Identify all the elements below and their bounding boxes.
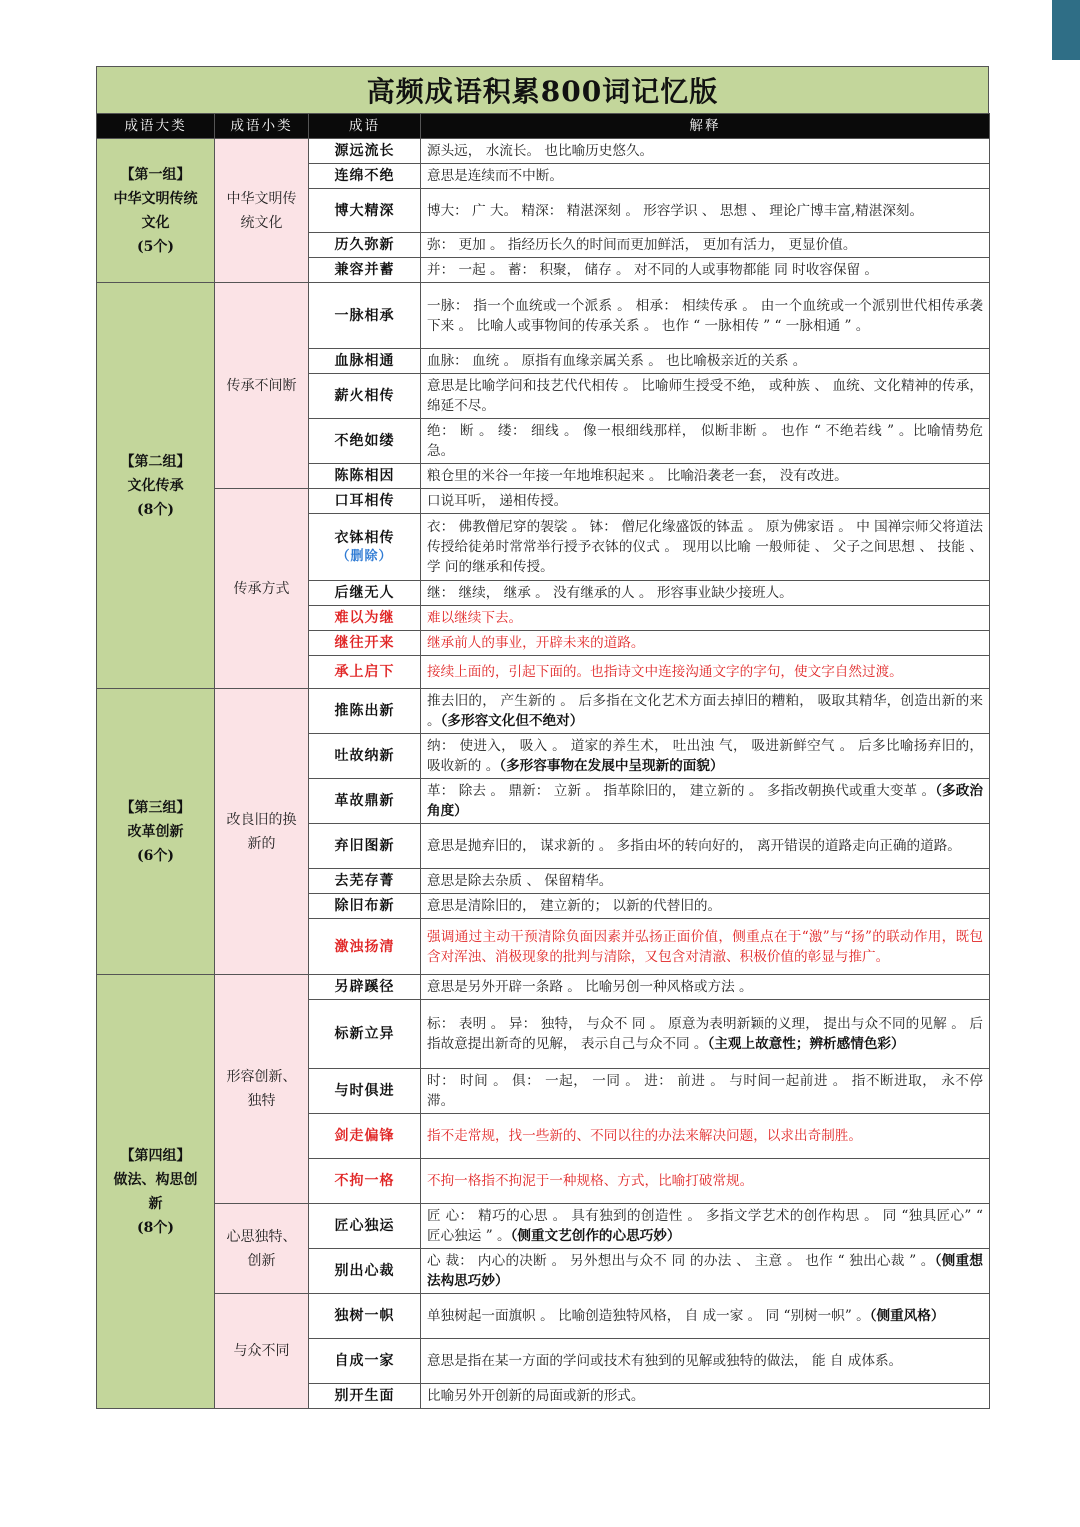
idiom-cell [309, 606, 421, 631]
idiom-text: 口耳相传 [334, 493, 395, 509]
idiom-cell [309, 919, 421, 975]
idiom-cell [309, 894, 421, 919]
idiom-text: 推陈出新 [334, 703, 395, 719]
explanation-cell [421, 1159, 990, 1204]
explanation-text: 并： 一起 。 蓄： 积聚， 储存 。 对不同的人或事物都能 同 时收容保留 。 [427, 262, 879, 278]
explanation-cell [421, 283, 990, 349]
idiom-cell [309, 283, 421, 349]
idiom-text: 承上启下 [334, 664, 395, 680]
category-line: (5个) [137, 238, 174, 255]
category-line: 【第二组】 [120, 453, 191, 470]
explanation-cell [421, 1069, 990, 1114]
idiom-cell [309, 514, 421, 581]
explanation-text: 心 裁： 内心的决断 。 另外想出与众不 同 的办法 、 主意 。 也作 “ 独出心裁 ” 。 [427, 1253, 935, 1269]
idiom-text: 激浊扬清 [334, 938, 395, 955]
idiom-text: 一脉相承 [334, 307, 395, 324]
idiom-cell [309, 1249, 421, 1294]
explanation-text: 博大： 广 大。 精深： 精湛深刻 。 形容学识 、 思想 、 理论广博丰富,精湛深刻。 [427, 202, 924, 219]
table-row [97, 975, 990, 1000]
idiom-text: 剑走偏锋 [334, 1128, 395, 1144]
explanation-text: 意思是连续而不中断。 [427, 168, 563, 184]
idiom-cell [309, 581, 421, 606]
explanation-cell [421, 1294, 990, 1339]
explanation-text: 强调通过主动干预清除负面因素并弘扬正面价值，侧重点在于“激”与“扬”的联动作用，既包含对浑浊、消极现象的批判与清除，又包含对清澈、积极价值的彰显与推广。 [427, 928, 983, 965]
explanation-text: 绝： 断 。 缕： 细线 。 像一根细线那样， 似断非断 。 也作 “ 不绝若线 ” 。比喻情势危急。 [427, 423, 983, 459]
idiom-cell [309, 489, 421, 514]
explanation-text: 继承前人的事业，开辟未来的道路。 [427, 635, 645, 651]
explanation-emphasis: （多形容事物在发展中呈现新的面貌） [499, 758, 724, 774]
explanation-cell [421, 975, 990, 1000]
category-cell [97, 139, 215, 283]
explanation-text: 比喻另外开创新的局面或新的形式。 [427, 1388, 645, 1404]
explanation-cell [421, 631, 990, 656]
category-line: 文化 [141, 214, 170, 231]
category-line: (6个) [137, 847, 174, 864]
category-line: 【第四组】 [120, 1147, 191, 1164]
idiom-cell [309, 689, 421, 734]
idiom-cell [309, 869, 421, 894]
explanation-cell [421, 734, 990, 779]
explanation-cell [421, 824, 990, 869]
explanation-emphasis: （主观上故意性；辨析感情色彩） [707, 1036, 905, 1052]
explanation-text: 标： 表明 。 异： 独特， 与众不 同 。 原意为表明新颖的义理， 提出与众不同的见解 。 后指故意提出新奇的见解， 表示自己与众不同 。 [427, 1016, 983, 1052]
idiom-cell [309, 656, 421, 689]
explanation-text: 推去旧的， 产生新的 。 后多指在文化艺术方面去掉旧的糟粕， 吸取其精华，创造出新的来 。 [427, 693, 983, 729]
explanation-cell [421, 139, 990, 164]
explanation-text: 接续上面的，引起下面的。也指诗文中连接沟通文字的字句，使文字自然过渡。 [427, 664, 903, 680]
category-line: (8个) [137, 1219, 174, 1236]
explanation-emphasis: （侧重文艺创作的心思巧妙） [510, 1228, 681, 1244]
idiom-cell [309, 419, 421, 464]
idiom-cell [309, 1204, 421, 1249]
idiom-text: 兼容并蓄 [334, 262, 395, 278]
idiom-text: 革故鼎新 [334, 793, 395, 809]
explanation-cell [421, 1249, 990, 1294]
explanation-cell [421, 869, 990, 894]
subcategory-cell: 中华文明传统文化 [215, 139, 309, 283]
subcategory-cell: 心思独特、创新 [215, 1204, 309, 1294]
explanation-cell [421, 919, 990, 975]
idiom-cell [309, 1294, 421, 1339]
category-line: (8个) [137, 501, 174, 518]
category-line: 文化传承 [127, 477, 184, 494]
explanation-cell [421, 1384, 990, 1409]
explanation-cell [421, 164, 990, 189]
page-title: 高频成语积累800词记忆版 [96, 66, 989, 113]
idiom-sheet [96, 66, 989, 1409]
explanation-text: 意思是比喻学问和技艺代代相传 。 比喻师生授受不绝， 或种族 、 血统、文化精神的传承， 绵延不尽。 [427, 378, 983, 414]
category-line: 中华文明传统 [113, 190, 198, 207]
explanation-text: 继： 继续， 继承 。 没有继承的人 。 形容事业缺少接班人。 [427, 585, 793, 601]
explanation-text: 不拘一格指不拘泥于一种规格、方式，比喻打破常规。 [427, 1173, 754, 1189]
explanation-text: 衣： 佛教僧尼穿的袈裟 。 钵： 僧尼化缘盛饭的钵盂 。 原为佛家语 。 中 国禅宗师父将道法传授给徒弟时常常举行授予衣钵的仪式 。 现用以比喻 一般师徒 、 父子之间思想 、 技能 、 学 问的继承和传授。 [427, 519, 983, 575]
explanation-text: 意思是清除旧的， 建立新的； 以新的代替旧的。 [427, 898, 722, 914]
explanation-cell [421, 233, 990, 258]
idiom-cell [309, 189, 421, 233]
idiom-cell [309, 824, 421, 869]
category-cell [97, 689, 215, 975]
table-body [97, 139, 990, 1409]
explanation-text: 单独树起一面旗帜 。 比喻创造独特风格， 自 成一家 。 同 “别树一帜” 。 [427, 1308, 870, 1324]
explanation-text: 革： 除去 。 鼎新： 立新 。 指革除旧的， 建立新的 。 多指改朝换代或重大变革 。 [427, 783, 936, 799]
idiom-text: 吐故纳新 [334, 748, 395, 764]
idiom-cell [309, 1114, 421, 1159]
idiom-cell [309, 1339, 421, 1384]
explanation-cell [421, 689, 990, 734]
explanation-text: 时： 时间 。 俱： 一起， 一同 。 进： 前进 。 与时间一起前进 。 指不断进取， 永不停滞。 [427, 1073, 983, 1109]
idiom-cell [309, 1159, 421, 1204]
explanation-cell [421, 464, 990, 489]
explanation-text: 匠 心： 精巧的心思 。 具有独到的创造性 。 多指文学艺术的创作构思 。 同 “独具匠心” “ 匠心独运 ” 。 [427, 1208, 983, 1244]
idiom-text: 独树一帜 [334, 1308, 395, 1324]
idiom-text: 匠心独运 [334, 1218, 395, 1234]
explanation-text: 意思是除去杂质 、 保留精华。 [427, 873, 613, 889]
explanation-text: 弥： 更加 。 指经历长久的时间而更加鲜活， 更加有活力， 更显价值。 [427, 237, 857, 253]
idiom-text: 博大精深 [334, 202, 395, 219]
idiom-text: 自成一家 [334, 1353, 395, 1369]
idiom-note: （删除） [336, 549, 393, 564]
explanation-text: 意思是抛弃旧的， 谋求新的 。 多指由坏的转向好的， 离开错误的道路走向正确的道路。 [427, 838, 961, 854]
table-row [97, 689, 990, 734]
category-cell [97, 975, 215, 1409]
idiom-text: 不绝如缕 [334, 433, 395, 449]
explanation-cell [421, 894, 990, 919]
idiom-text: 历久弥新 [334, 237, 395, 253]
idiom-cell [309, 349, 421, 374]
subcategory-cell: 传承不间断 [215, 283, 309, 489]
idiom-cell [309, 1384, 421, 1409]
table-row [97, 283, 990, 349]
idiom-text: 后继无人 [334, 585, 395, 601]
explanation-cell [421, 258, 990, 283]
idiom-text: 去芜存菁 [334, 873, 395, 889]
idiom-table [96, 113, 990, 1409]
idiom-cell [309, 139, 421, 164]
idiom-cell [309, 374, 421, 419]
idiom-cell [309, 258, 421, 283]
header-category: 成语大类 [97, 114, 215, 139]
category-line: 【第三组】 [120, 799, 191, 816]
idiom-cell [309, 1000, 421, 1069]
category-line: 做法、构思创 [113, 1171, 198, 1188]
idiom-cell [309, 631, 421, 656]
category-line: 新 [148, 1195, 163, 1212]
explanation-cell [421, 189, 990, 233]
header-subcategory: 成语小类 [215, 114, 309, 139]
subcategory-cell: 形容创新、独特 [215, 975, 309, 1204]
explanation-text: 指不走常规，找一些新的、不同以往的办法来解决问题，以求出奇制胜。 [427, 1128, 862, 1144]
explanation-cell [421, 419, 990, 464]
category-line: 【第一组】 [120, 166, 191, 183]
explanation-emphasis: （多形容文化但不绝对） [440, 713, 584, 729]
explanation-text: 意思是另外开辟一条路 。 比喻另创一种风格或方法 。 [427, 979, 753, 995]
idiom-cell [309, 975, 421, 1000]
explanation-cell [421, 656, 990, 689]
idiom-cell [309, 464, 421, 489]
subcategory-cell: 传承方式 [215, 489, 309, 689]
header-idiom: 成语 [309, 114, 421, 139]
idiom-text: 源远流长 [334, 143, 395, 159]
explanation-cell [421, 374, 990, 419]
explanation-cell [421, 779, 990, 824]
idiom-text: 血脉相通 [334, 353, 395, 369]
idiom-text: 不拘一格 [334, 1173, 395, 1189]
explanation-cell [421, 581, 990, 606]
idiom-text: 陈陈相因 [334, 468, 395, 484]
explanation-text: 一脉： 指一个血统或一个派系 。 相承： 相续传承 。 由一个血统或一个派别世代相传承袭下来 。 比喻人或事物间的传承关系 。 也作 “ 一脉相传 ” “ 一脉相通 ” 。 [427, 297, 983, 334]
idiom-cell [309, 734, 421, 779]
idiom-text: 标新立异 [334, 1026, 395, 1042]
idiom-text: 别开生面 [334, 1388, 395, 1404]
explanation-cell [421, 1000, 990, 1069]
explanation-cell [421, 1114, 990, 1159]
idiom-cell [309, 233, 421, 258]
idiom-text: 除旧布新 [334, 898, 395, 914]
explanation-cell [421, 1339, 990, 1384]
explanation-emphasis: （侧重想法构思巧妙） [427, 1253, 983, 1289]
explanation-text: 粮仓里的米谷一年接一年地堆积起来 。 比喻沿袭老一套， 没有改进。 [427, 468, 848, 484]
explanation-text: 纳： 使进入， 吸入 。 道家的养生术， 吐出浊 气， 吸进新鲜空气 。 后多比喻扬弃旧的， 吸收新的 。 [427, 738, 983, 774]
explanation-cell [421, 514, 990, 581]
idiom-cell [309, 779, 421, 824]
category-cell [97, 283, 215, 689]
explanation-emphasis: （侧重风格） [869, 1308, 945, 1324]
category-line: 改革创新 [127, 823, 184, 840]
corner-tab-decoration [1052, 0, 1080, 60]
table-row [97, 1294, 990, 1339]
idiom-text: 连绵不绝 [334, 168, 395, 184]
explanation-text: 口说耳听， 递相传授。 [427, 493, 568, 509]
idiom-cell [309, 164, 421, 189]
table-row [97, 489, 990, 514]
explanation-cell [421, 349, 990, 374]
subcategory-cell: 改良旧的换新的 [215, 689, 309, 975]
table-row [97, 139, 990, 164]
explanation-cell [421, 606, 990, 631]
idiom-text: 薪火相传 [334, 388, 395, 404]
explanation-text: 意思是指在某一方面的学问或技术有独到的见解或独特的做法， 能 自 成体系。 [427, 1353, 903, 1369]
idiom-text: 继往开来 [334, 635, 395, 651]
idiom-text: 另辟蹊径 [334, 979, 395, 995]
idiom-text: 与时俱进 [334, 1083, 395, 1099]
explanation-cell [421, 489, 990, 514]
table-header-row [97, 114, 990, 139]
table-row [97, 1204, 990, 1249]
explanation-text: 难以继续下去。 [427, 610, 523, 626]
explanation-text: 血脉： 血统 。 原指有血缘亲属关系 。 也比喻极亲近的关系 。 [427, 353, 807, 369]
explanation-text: 源头远， 水流长。 也比喻历史悠久。 [427, 143, 654, 159]
idiom-text: 别出心裁 [334, 1263, 395, 1279]
subcategory-cell: 与众不同 [215, 1294, 309, 1409]
idiom-cell [309, 1069, 421, 1114]
header-explanation: 解释 [421, 114, 990, 139]
idiom-text: 衣钵相传 [334, 530, 395, 546]
explanation-emphasis: （多政治角度） [427, 783, 983, 819]
idiom-text: 弃旧图新 [334, 838, 395, 854]
idiom-text: 难以为继 [334, 610, 395, 626]
explanation-cell [421, 1204, 990, 1249]
